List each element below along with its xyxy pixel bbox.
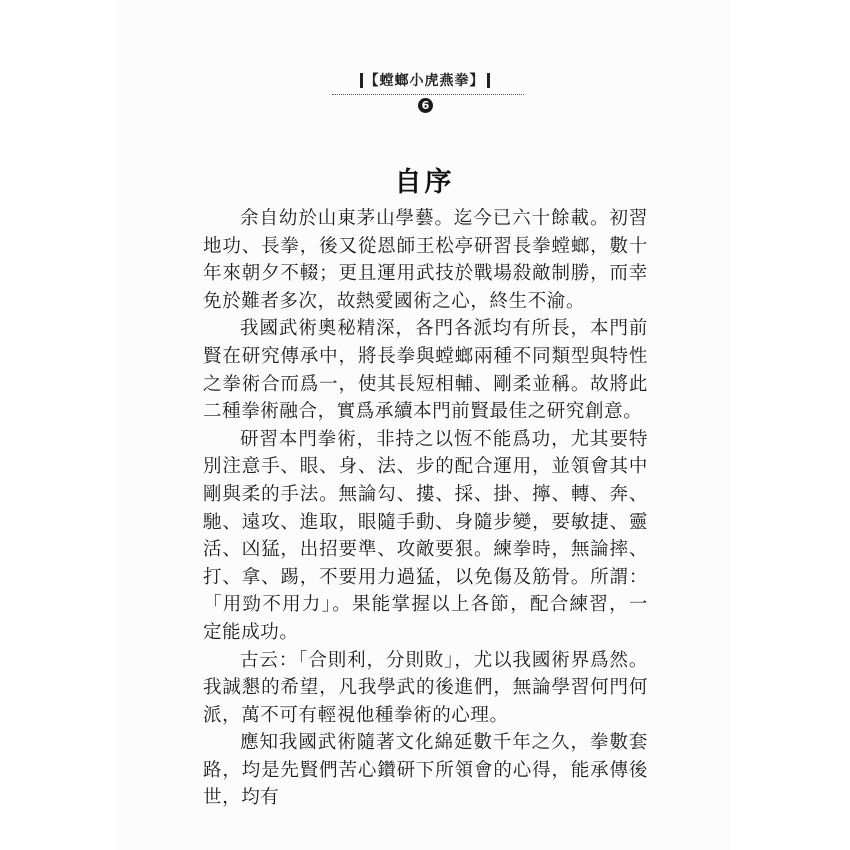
paragraph: 古云：「合則利，分則敗」，尤以我國術界爲然。我誠懇的希望，凡我學武的後進們，無論學習何門何派，萬不可有輕視他種拳術的心理。	[203, 649, 648, 726]
paragraph: 研習本門拳術，非持之以恆不能爲功，尤其要特別注意手、眼、身、法、步的配合運用，並領會其中剛與柔的手法。無論勾、摟、採、掛、擰、轉、奔、馳、遠攻、進取，眼隨手動、身隨步變，要敏捷、靈活、凶猛，出招要準、攻敵要狠。練拳時，無論摔、打、拿、踢，不要用力過猛，以免傷及筋骨。所謂：「用勁不用力」。果能掌握以上各節，配合練習，一定能成功。	[203, 428, 648, 643]
book-title: 【螳螂小虎燕拳】	[364, 73, 485, 89]
running-head-title-row	[360, 70, 490, 90]
running-head	[118, 70, 731, 112]
paragraph: 應知我國武術隨著文化綿延數千年之久，拳數套路，均是先賢們苦心鑽研下所領會的心得，能承傳後世，均有	[203, 732, 648, 809]
dotted-rule	[332, 94, 524, 95]
left-bar-ornament	[360, 73, 363, 88]
paragraph: 我國武術奧秘精深，各門各派均有所長，本門前賢在研究傳承中，將長拳與螳螂兩種不同類型與特性之拳術合而爲一，使其長短相輔、剛柔並稱。故將此二種拳術融合，實爲承續本門前賢最佳之研究創意。	[203, 318, 648, 423]
chapter-title: 自序	[394, 167, 455, 198]
page-number-badge: 6	[418, 98, 433, 113]
paragraph: 余自幼於山東茅山學藝。迄今已六十餘載。初習地功、長拳，後又從恩師王松亭研習長拳螳螂，數十年來朝夕不輟；更且運用武技於戰場殺敵制勝，而幸免於難者多次，故熱愛國術之心，終生不渝。	[203, 208, 648, 312]
book-page	[118, 0, 731, 850]
right-bar-ornament	[487, 73, 490, 88]
preface-body	[203, 205, 648, 812]
